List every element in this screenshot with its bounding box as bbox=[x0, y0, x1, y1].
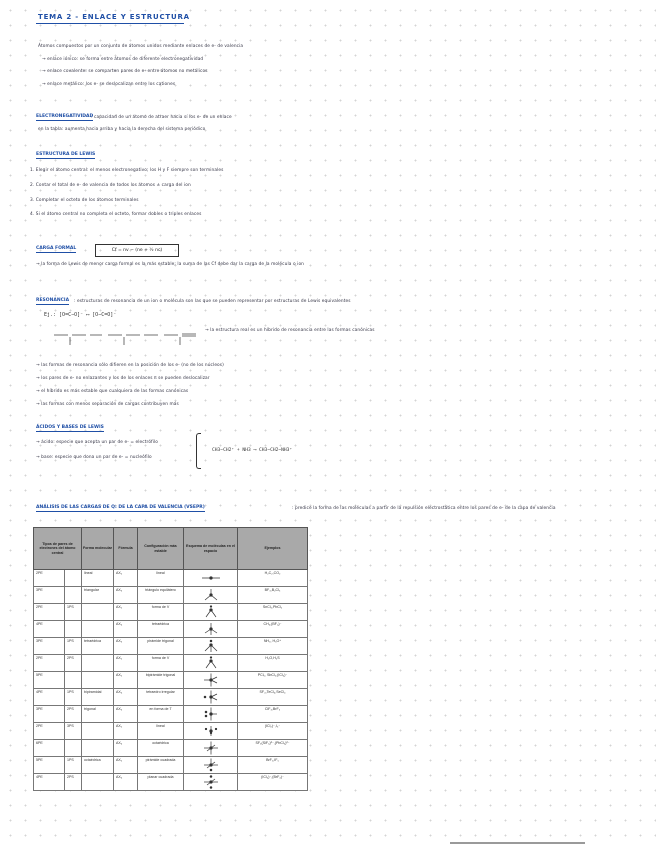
table-row bbox=[34, 689, 308, 706]
cell-forma-molecular: bipiramidal bbox=[82, 689, 114, 706]
table-row bbox=[34, 757, 308, 774]
cell-formula: AX₂ bbox=[114, 570, 138, 587]
cell-configuracion: planar cuadrada bbox=[138, 774, 184, 791]
table-row bbox=[34, 638, 308, 655]
geometry-icon bbox=[198, 656, 224, 670]
heading-acidos-bases: ÁCIDOS Y BASES DE LEWIS bbox=[36, 425, 104, 430]
table-row bbox=[34, 706, 308, 723]
cell-pares-enlazantes: 4PE bbox=[34, 621, 65, 638]
cell-formula: AX₂ bbox=[114, 655, 138, 672]
geometry-icon bbox=[198, 673, 224, 687]
base-line: → base: especie que dona un par de e- = nucleófilo bbox=[36, 455, 152, 460]
lewis-step: 3. Completar el octeto de los átomos terminales bbox=[30, 198, 139, 203]
cell-configuracion: lineal bbox=[138, 723, 184, 740]
cell-forma-molecular bbox=[82, 655, 114, 672]
geometry-icon bbox=[198, 707, 224, 721]
cell-esquema bbox=[184, 621, 238, 638]
cell-configuracion: pirámide cuadrada bbox=[138, 757, 184, 774]
table-row bbox=[34, 723, 308, 740]
cell-configuracion: en forma de T bbox=[138, 706, 184, 723]
cell-pares-enlazantes: 3PE bbox=[34, 706, 65, 723]
header-forma: Forma molecular bbox=[82, 528, 114, 570]
cell-forma-molecular bbox=[82, 604, 114, 621]
header-ejemplos: Ejemplos bbox=[238, 528, 308, 570]
cell-configuracion: tetraedro irregular bbox=[138, 689, 184, 706]
cell-esquema bbox=[184, 604, 238, 621]
cell-forma-molecular: octaédrica bbox=[82, 757, 114, 774]
title-underline bbox=[36, 23, 184, 24]
cell-forma-molecular: tetraédrica bbox=[82, 638, 114, 655]
cell-esquema bbox=[184, 774, 238, 791]
lewis-step: 1. Elegir el átomo central: el menos electronegativo; los H y F siempre son terminales bbox=[30, 168, 224, 173]
cell-forma-molecular bbox=[82, 672, 114, 689]
acid-base-example: CH3−CH2⁺ + NH3 ⟶ CH3−CH2−NH3⁺ bbox=[212, 448, 293, 453]
cell-pares-enlazantes: 2PE bbox=[34, 570, 65, 587]
geometry-icon bbox=[198, 639, 224, 653]
cell-esquema bbox=[184, 655, 238, 672]
cell-pares-solitarios: 2PS bbox=[65, 655, 82, 672]
cell-forma-molecular bbox=[82, 774, 114, 791]
cell-pares-solitarios: 1PS bbox=[65, 638, 82, 655]
cell-configuracion: forma de V bbox=[138, 604, 184, 621]
cell-formula: AX₄ bbox=[114, 774, 138, 791]
cell-forma-molecular bbox=[82, 621, 114, 638]
cell-pares-enlazantes: 4PE bbox=[34, 774, 65, 791]
cell-pares-solitarios: 3PS bbox=[65, 723, 82, 740]
cell-esquema bbox=[184, 689, 238, 706]
geometry-icon bbox=[198, 605, 224, 619]
intro-line: → enlace iónico: se forma entre átomos de diferente electronegatividad bbox=[42, 57, 204, 62]
cell-pares-solitarios: 1PS bbox=[65, 689, 82, 706]
intro-line: → enlace covalente: se comparten pares de e- entre átomos no metálicos bbox=[42, 69, 208, 74]
header-config: Configuración más estable bbox=[138, 528, 184, 570]
cell-pares-enlazantes: 2PE bbox=[34, 604, 65, 621]
notes-page: TEMA 2 - ENLACE Y ESTRUCTURA Átomos compuestos por un conjunto de átomos unidos mediante enlaces de e- de valencia → enlace iónico: se forma entre átomos de diferente electronegatividad → enlace covalente: se comparten pares de e- entre átomos no metálicos → enlace metálico: los e- se deslocalizan entre los cationes ELECTRONEGATIVIDAD : capacidad de un átomo de atraer hacia sí los e- de un enlace en la tabla: aumenta hacia arriba y hacia la derecha del sistema periódico ESTRUCTURA DE LEWIS 1. Elegir el átomo central: el menos electronegativo; los H y F siempre son terminales 2. Contar el total de e- de valencia de todos los átomos ± carga del ion 3. Completar el octeto de los átomos terminales 4. Si el átomo central no completa el octeto, formar dobles o triples enlaces CARGA FORMAL Cf = nv − (ne + ½ nc) → la forma de Lewis de menor carga formal es la más estable; la suma de las Cf debe dar la carga de la molécula o ion RESONANCIA : estructuras de resonancia de un ion o molécula son las que se pueden representar por estructuras de Lewis equivalentes Ej.: [O=C−O]⁻ ⟷ [O−C=O]⁻ → la estructura real es un híbrido de resonancia entre las formas canónicas → las formas de resonancia sólo difieren en la posición de los e- (no de los núcleos) → los pares de e- no enlazantes y los de los enlaces π se pueden deslocalizar → el híbrido es más estable que cualquiera de las formas canónicas → las formas con menos separación de cargas contribuyen más ÁCIDOS Y BASES DE LEWIS → ácido: especie que acepta un par de e- = electrófilo → base: especie que dona un par de e- = nucleófilo CH3−CH2⁺ + NH3 ⟶ CH3−CH2−NH3⁺ ANÁLISIS DE LAS CARGAS DE Q: DE LA CAPA DE VALENCIA (VSEPR) : predice la forma de las moléculas a partir de la repulsión electrostática entre los pares de e- de la capa de valencia Tipos de pares de electrones del átomo central Forma molecular Fórmula Configuración más estable Esquema de moléculas en el espacio Ejemplos 2PE lineal AX₂ lineal H₂C₂,CO₂ 3PE triangular AX₃ triángulo equilátero BF₃,B₂Cl₃ 2PE 1PS AX₂ forma de V SnCl₂,PbCl₂ 4PE AX₄ tetraédrica CH₄,(BF₄)⁻ 3PE 1PS tetraédrica AX₃ pirámide trigonal NH₃, H₃O⁺ 2PE 2PS AX₂ forma de V H₂O,H₂S 5PE AX₅ bipirámide trigonal PCl₅, SbCl₅,(ICl₄)⁻ 4PE 1PS bipiramidal AX₄ tetraedro irregular SF₄,TeCl₄,SeCl₄ 3PE 2PS trigonal AX₃ en forma de T ClF₃,BrF₃ 2PE 3PS AX₂ lineal (ICl₂)⁻,I₃⁻ 6PE AX₆ octaédrica SF₆(SiF₆)²⁻,(PbCl₆)²⁻ 5PE 1PS octaédrica AX₅ pirámide cuadrada BrF₅,IF₅ 4PE 2PS AX₄ planar cuadrada (ICl₄)⁻,(BrF₄)⁻ bbox=[0, 0, 656, 848]
cell-configuracion: lineal bbox=[138, 570, 184, 587]
heading-lewis: ESTRUCTURA DE LEWIS bbox=[36, 152, 96, 157]
cell-pares-solitarios: 1PS bbox=[65, 757, 82, 774]
cell-formula: AX₃ bbox=[114, 638, 138, 655]
cell-formula: AX₃ bbox=[114, 706, 138, 723]
header-esquema: Esquema de moléculas en el espacio bbox=[184, 528, 238, 570]
heading-electronegatividad: ELECTRONEGATIVIDAD bbox=[36, 114, 94, 119]
table-row bbox=[34, 655, 308, 672]
cell-pares-enlazantes: 6PE bbox=[34, 740, 65, 757]
resonancia-line: → el híbrido es más estable que cualquiera de las formas canónicas bbox=[36, 389, 189, 394]
cell-formula: AX₃ bbox=[114, 587, 138, 604]
cell-pares-solitarios bbox=[65, 587, 82, 604]
cell-esquema bbox=[184, 723, 238, 740]
table-row bbox=[34, 587, 308, 604]
geometry-icon bbox=[198, 758, 224, 772]
cell-formula: AX₄ bbox=[114, 621, 138, 638]
table-row bbox=[34, 604, 308, 621]
resonancia-line: : estructuras de resonancia de un ion o molécula son las que se pueden representar por estructuras de Lewis equivalentes bbox=[74, 299, 351, 304]
resonancia-line: → los pares de e- no enlazantes y los de los enlaces π se pueden deslocalizar bbox=[36, 376, 210, 381]
cell-pares-enlazantes: 5PE bbox=[34, 672, 65, 689]
cell-pares-enlazantes: 2PE bbox=[34, 723, 65, 740]
geometry-icon bbox=[198, 622, 224, 636]
cell-formula: AX₂ bbox=[114, 604, 138, 621]
cell-pares-enlazantes: 3PE bbox=[34, 638, 65, 655]
electroneg-line: : capacidad de un átomo de atraer hacia sí los e- de un enlace bbox=[91, 115, 232, 120]
cell-ejemplos: NH₃, H₃O⁺ bbox=[238, 638, 308, 655]
cell-pares-solitarios: 1PS bbox=[65, 604, 82, 621]
cell-forma-molecular: lineal bbox=[82, 570, 114, 587]
cell-ejemplos: H₂C₂,CO₂ bbox=[238, 570, 308, 587]
carga-formal-line: → la forma de Lewis de menor carga formal es la más estable; la suma de las Cf debe dar la carga de la molécula o ion bbox=[36, 262, 304, 267]
table-row bbox=[34, 672, 308, 689]
cell-pares-solitarios: 2PS bbox=[65, 706, 82, 723]
cell-formula: AX₂ bbox=[114, 723, 138, 740]
cell-ejemplos: H₂O,H₂S bbox=[238, 655, 308, 672]
cell-configuracion: forma de V bbox=[138, 655, 184, 672]
cell-esquema bbox=[184, 757, 238, 774]
cell-pares-solitarios bbox=[65, 621, 82, 638]
cell-forma-molecular bbox=[82, 723, 114, 740]
electroneg-line: en la tabla: aumenta hacia arriba y hacia la derecha del sistema periódico bbox=[38, 127, 206, 132]
cell-ejemplos: ClF₃,BrF₃ bbox=[238, 706, 308, 723]
header-formula: Fórmula bbox=[114, 528, 138, 570]
geometry-icon bbox=[198, 588, 224, 602]
brace bbox=[196, 433, 201, 469]
cell-pares-solitarios bbox=[65, 672, 82, 689]
heading-resonancia: RESONANCIA bbox=[36, 298, 70, 303]
footer-scrollbar bbox=[450, 842, 585, 844]
cell-esquema bbox=[184, 570, 238, 587]
cell-esquema bbox=[184, 706, 238, 723]
geometry-icon bbox=[198, 741, 224, 755]
cell-ejemplos: (ICl₄)⁻,(BrF₄)⁻ bbox=[238, 774, 308, 791]
cell-pares-solitarios bbox=[65, 740, 82, 757]
cell-esquema bbox=[184, 672, 238, 689]
heading-carga-formal: CARGA FORMAL bbox=[36, 246, 77, 251]
geometry-icon bbox=[198, 724, 224, 738]
geometry-icon bbox=[198, 775, 224, 789]
table-row bbox=[34, 621, 308, 638]
cell-forma-molecular: triangular bbox=[82, 587, 114, 604]
vsepr-table bbox=[33, 527, 308, 791]
carga-formal-formula: Cf = nv − (ne + ½ nc) bbox=[95, 244, 179, 257]
cell-formula: AX₆ bbox=[114, 740, 138, 757]
acid-line: → ácido: especie que acepta un par de e- = electrófilo bbox=[36, 440, 158, 445]
cell-ejemplos: PCl₅, SbCl₅,(ICl₄)⁻ bbox=[238, 672, 308, 689]
resonancia-line: → las formas con menos separación de cargas contribuyen más bbox=[36, 402, 179, 407]
lewis-step: 2. Contar el total de e- de valencia de todos los átomos ± carga del ion bbox=[30, 183, 191, 188]
intro-line: Átomos compuestos por un conjunto de átomos unidos mediante enlaces de e- de valencia bbox=[38, 44, 244, 49]
table-header-row bbox=[34, 528, 308, 570]
cell-forma-molecular: trigonal bbox=[82, 706, 114, 723]
resonance-example: Ej.: [O=C−O]⁻ ⟷ [O−C=O]⁻ bbox=[44, 312, 117, 318]
cell-esquema bbox=[184, 587, 238, 604]
cell-pares-solitarios: 2PS bbox=[65, 774, 82, 791]
cell-ejemplos: BrF₅,IF₅ bbox=[238, 757, 308, 774]
geometry-icon bbox=[198, 690, 224, 704]
table-row bbox=[34, 774, 308, 791]
heading-vsepr: ANÁLISIS DE LAS CARGAS DE Q: DE LA CAPA DE VALENCIA (VSEPR) bbox=[36, 505, 205, 510]
cell-pares-enlazantes: 5PE bbox=[34, 757, 65, 774]
cell-esquema bbox=[184, 740, 238, 757]
cell-pares-enlazantes: 4PE bbox=[34, 689, 65, 706]
cell-ejemplos: BF₃,B₂Cl₃ bbox=[238, 587, 308, 604]
cell-formula: AX₄ bbox=[114, 689, 138, 706]
geometry-icon bbox=[198, 571, 224, 585]
cell-ejemplos: SnCl₂,PbCl₂ bbox=[238, 604, 308, 621]
cell-ejemplos: CH₄,(BF₄)⁻ bbox=[238, 621, 308, 638]
cell-pares-enlazantes: 3PE bbox=[34, 587, 65, 604]
header-pares: Tipos de pares de electrones del átomo central bbox=[34, 528, 82, 570]
cell-configuracion: tetraédrica bbox=[138, 621, 184, 638]
cell-configuracion: triángulo equilátero bbox=[138, 587, 184, 604]
cell-forma-molecular bbox=[82, 740, 114, 757]
cell-pares-enlazantes: 2PE bbox=[34, 655, 65, 672]
cell-configuracion: bipirámide trigonal bbox=[138, 672, 184, 689]
vsepr-intro: : predice la forma de las moléculas a partir de la repulsión electrostática entre los pares de e- de la capa de valencia bbox=[292, 506, 556, 511]
cell-ejemplos: SF₆(SiF₆)²⁻,(PbCl₆)²⁻ bbox=[238, 740, 308, 757]
resonancia-line: → las formas de resonancia sólo difieren en la posición de los e- (no de los núcleos) bbox=[36, 363, 224, 368]
table-row bbox=[34, 570, 308, 587]
table-body bbox=[34, 570, 308, 791]
cell-ejemplos: (ICl₂)⁻,I₃⁻ bbox=[238, 723, 308, 740]
page-title: TEMA 2 - ENLACE Y ESTRUCTURA bbox=[38, 13, 190, 21]
cell-esquema bbox=[184, 638, 238, 655]
table-row bbox=[34, 740, 308, 757]
lewis-step: 4. Si el átomo central no completa el octeto, formar dobles o triples enlaces bbox=[30, 212, 202, 217]
cell-formula: AX₅ bbox=[114, 757, 138, 774]
intro-line: → enlace metálico: los e- se deslocalizan entre los cationes bbox=[42, 82, 176, 87]
cell-formula: AX₅ bbox=[114, 672, 138, 689]
cell-ejemplos: SF₄,TeCl₄,SeCl₄ bbox=[238, 689, 308, 706]
cell-configuracion: octaédrica bbox=[138, 740, 184, 757]
cell-pares-solitarios bbox=[65, 570, 82, 587]
cell-configuracion: pirámide trigonal bbox=[138, 638, 184, 655]
